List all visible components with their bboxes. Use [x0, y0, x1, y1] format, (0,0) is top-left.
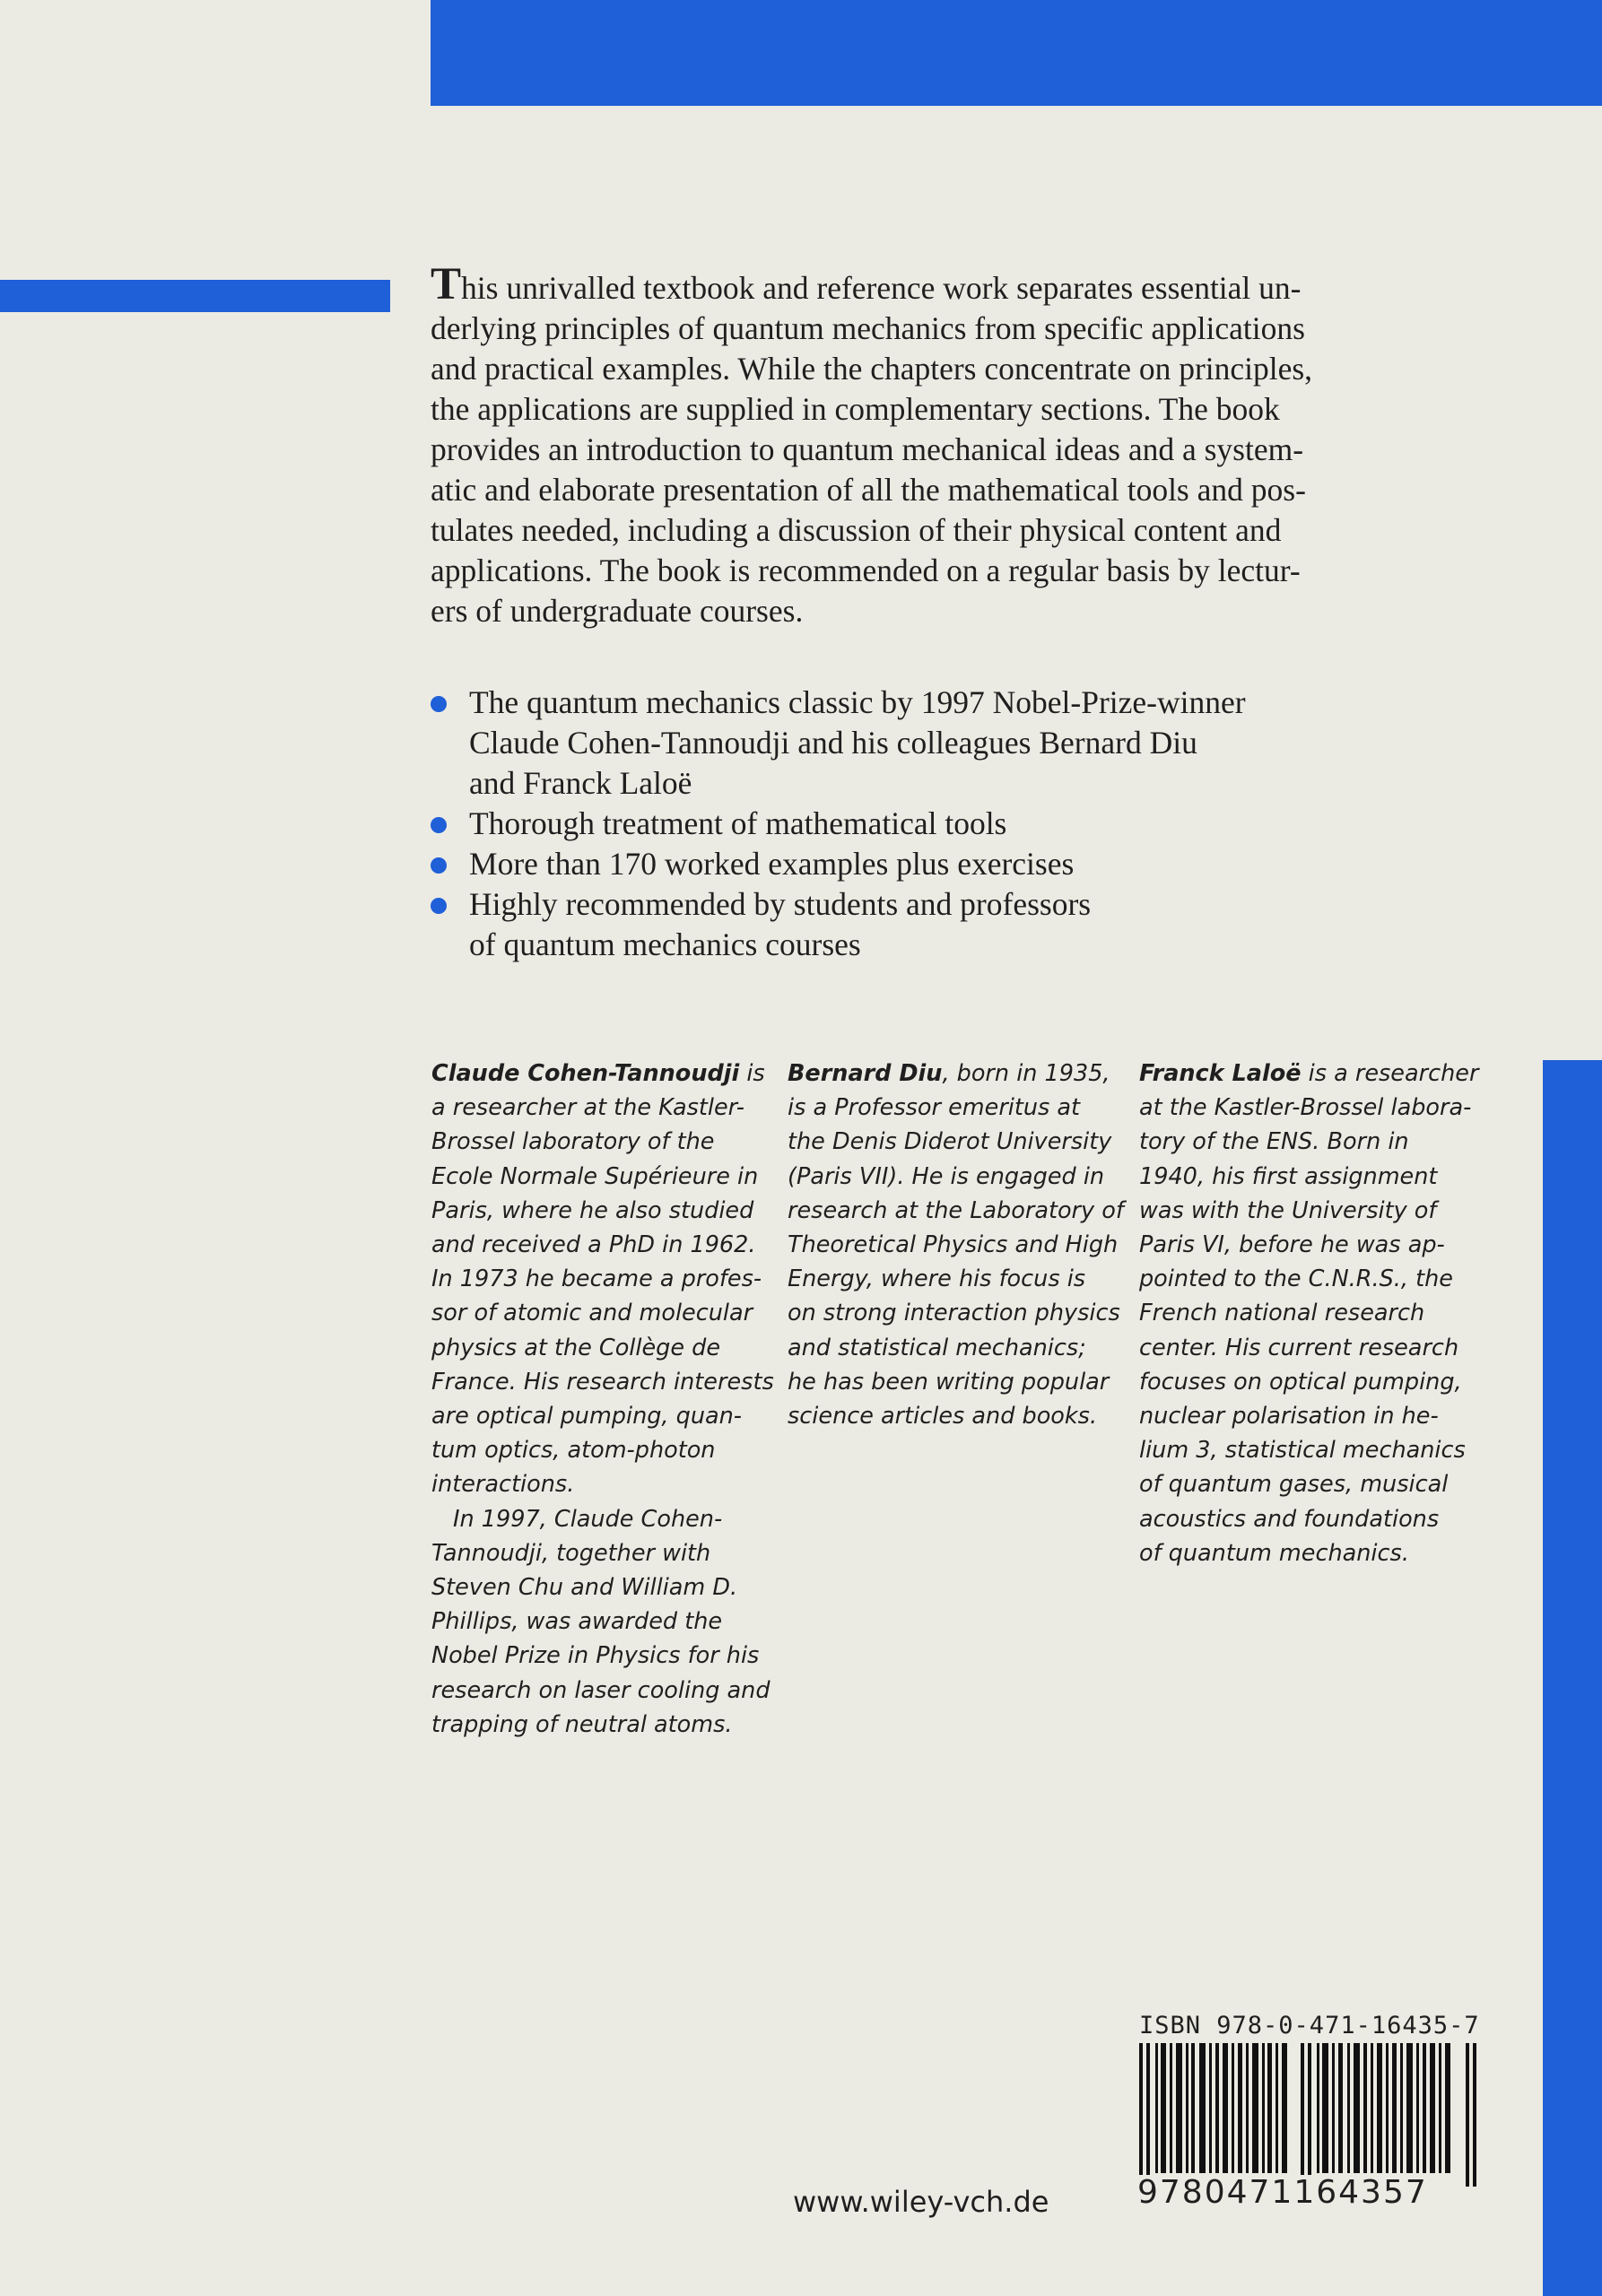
bio-line: (Paris VII). He is engaged in: [788, 1162, 1105, 1190]
bio-line: Ecole Normale Supérieure in: [431, 1162, 759, 1190]
bullet-text: The quantum mechanics classic by 1997 Nobel-Prize-winner: [469, 684, 1246, 720]
isbn-label: ISBN 978-0-471-16435-7: [1139, 2012, 1480, 2039]
bio-first-line: [431, 1057, 765, 1091]
bio-line: pointed to the C.N.R.S., the: [1139, 1265, 1453, 1293]
bullet-item: [431, 844, 1462, 884]
bio-line: trapping of neutral atoms.: [431, 1710, 733, 1738]
bullet-text: Highly recommended by students and professors: [469, 886, 1092, 922]
bullet-text: Claude Cohen-Tannoudji and his colleagues Bernard Diu: [469, 725, 1197, 761]
bio-line: was with the University of: [1139, 1196, 1437, 1224]
bio-line: Paris, where he also studied: [431, 1196, 754, 1224]
bio-line: of quantum mechanics.: [1139, 1539, 1409, 1567]
bio-text: is: [739, 1060, 765, 1087]
author-name: Franck Laloë: [1139, 1060, 1302, 1087]
barcode-icon: [1139, 2043, 1480, 2187]
bio-line: France. His research interests: [431, 1368, 774, 1396]
bio-line: lium 3, statistical mechanics: [1139, 1437, 1466, 1465]
bio-line: Theoretical Physics and High: [788, 1231, 1119, 1259]
author-name: Bernard Diu: [788, 1060, 943, 1087]
top-blue-band: [431, 0, 1602, 106]
intro-line: and practical examples. While the chapters concentrate on principles,: [431, 351, 1313, 387]
bullet-dot-icon: [431, 817, 447, 833]
bio-line: the Denis Diderot University: [788, 1128, 1112, 1156]
bio-line: interactions.: [431, 1471, 575, 1499]
bio-first-line: [1139, 1057, 1479, 1091]
bio-line: of quantum gases, musical: [1139, 1471, 1449, 1499]
bio-line: physics at the Collège de: [431, 1334, 721, 1361]
intro-line: applications. The book is recommended on a regular basis by lectur-: [431, 552, 1301, 588]
intro-line: tulates needed, including a discussion of their physical content and: [431, 512, 1282, 548]
bio-line: a researcher at the Kastler-: [431, 1094, 744, 1122]
author-bio-laloe: [1139, 1057, 1479, 1570]
bullet-text: and Franck Laloë: [469, 765, 692, 801]
bio-line: French national research: [1139, 1300, 1425, 1327]
bio-line: center. His current research: [1139, 1334, 1459, 1361]
bullet-item: [431, 884, 1462, 965]
bio-line: is a Professor emeritus at: [788, 1094, 1081, 1122]
bio-line: at the Kastler-Brossel labora-: [1139, 1094, 1472, 1122]
bio-text: , born in 1935,: [942, 1060, 1110, 1087]
bio-line: research at the Laboratory of: [788, 1196, 1124, 1224]
bullet-dot-icon: [431, 857, 447, 874]
bullet-text: Thorough treatment of mathematical tools: [469, 805, 1007, 841]
bio-line: focuses on optical pumping,: [1139, 1368, 1462, 1396]
intro-line-text: his unrivalled textbook and reference work separates essential un-: [461, 270, 1302, 306]
bio-line: science articles and books.: [788, 1403, 1098, 1431]
bullet-item: [431, 683, 1462, 804]
barcode-digits: 9780471164357: [1137, 2174, 1428, 2211]
intro-line: provides an introduction to quantum mechanical ideas and a system-: [431, 431, 1304, 467]
intro-line: atic and elaborate presentation of all the mathematical tools and pos-: [431, 472, 1306, 508]
author-name: Claude Cohen-Tannoudji: [431, 1060, 740, 1087]
bio-first-line: [788, 1057, 1110, 1091]
intro-line: [431, 259, 1426, 309]
bio-line: are optical pumping, quan-: [431, 1403, 742, 1431]
intro-paragraph: [431, 259, 1426, 631]
bio-line: research on laser cooling and: [431, 1676, 771, 1704]
bullet-dot-icon: [431, 898, 447, 914]
bio-line: on strong interaction physics: [788, 1300, 1120, 1327]
bio-line: Energy, where his focus is: [788, 1265, 1086, 1293]
bio-line: In 1997, Claude Cohen-: [453, 1505, 723, 1533]
bio-line: Nobel Prize in Physics for his: [431, 1642, 760, 1670]
bio-line: tum optics, atom-photon: [431, 1437, 716, 1465]
bio-line: he has been writing popular: [788, 1368, 1110, 1396]
bio-line: 1940, his first assignment: [1139, 1162, 1438, 1190]
intro-line: derlying principles of quantum mechanics from specific applications: [431, 310, 1305, 346]
feature-bullet-list: [431, 683, 1462, 965]
publisher-website: www.wiley-vch.de: [793, 2185, 1049, 2219]
intro-line: the applications are supplied in complementary sections. The book: [431, 391, 1280, 427]
right-blue-band: [1543, 1060, 1602, 2296]
drop-cap: T: [431, 259, 462, 309]
bio-line: Tannoudji, together with: [431, 1539, 711, 1567]
bio-line: and received a PhD in 1962.: [431, 1231, 756, 1259]
bio-line: Brossel laboratory of the: [431, 1128, 715, 1156]
bullet-text: of quantum mechanics courses: [469, 926, 861, 962]
author-bio-diu: [788, 1057, 1124, 1433]
bio-line: nuclear polarisation in he-: [1139, 1403, 1439, 1431]
bio-line: In 1973 he became a profes-: [431, 1265, 762, 1293]
bio-line: Phillips, was awarded the: [431, 1608, 723, 1636]
author-bio-cohen-tannoudji: [431, 1057, 774, 1742]
bio-line: Steven Chu and William D.: [431, 1574, 738, 1602]
bullet-dot-icon: [431, 696, 447, 712]
bio-line: acoustics and foundations: [1139, 1505, 1440, 1533]
bio-line: tory of the ENS. Born in: [1139, 1128, 1409, 1156]
bio-line: Paris VI, before he was ap-: [1139, 1231, 1445, 1259]
bullet-text: More than 170 worked examples plus exercises: [469, 846, 1075, 882]
bullet-item: [431, 804, 1462, 844]
bio-text: is a researcher: [1301, 1060, 1479, 1087]
intro-line: ers of undergraduate courses.: [431, 593, 804, 629]
left-blue-band: [0, 280, 390, 312]
bio-line: sor of atomic and molecular: [431, 1300, 753, 1327]
bio-line: and statistical mechanics;: [788, 1334, 1086, 1361]
